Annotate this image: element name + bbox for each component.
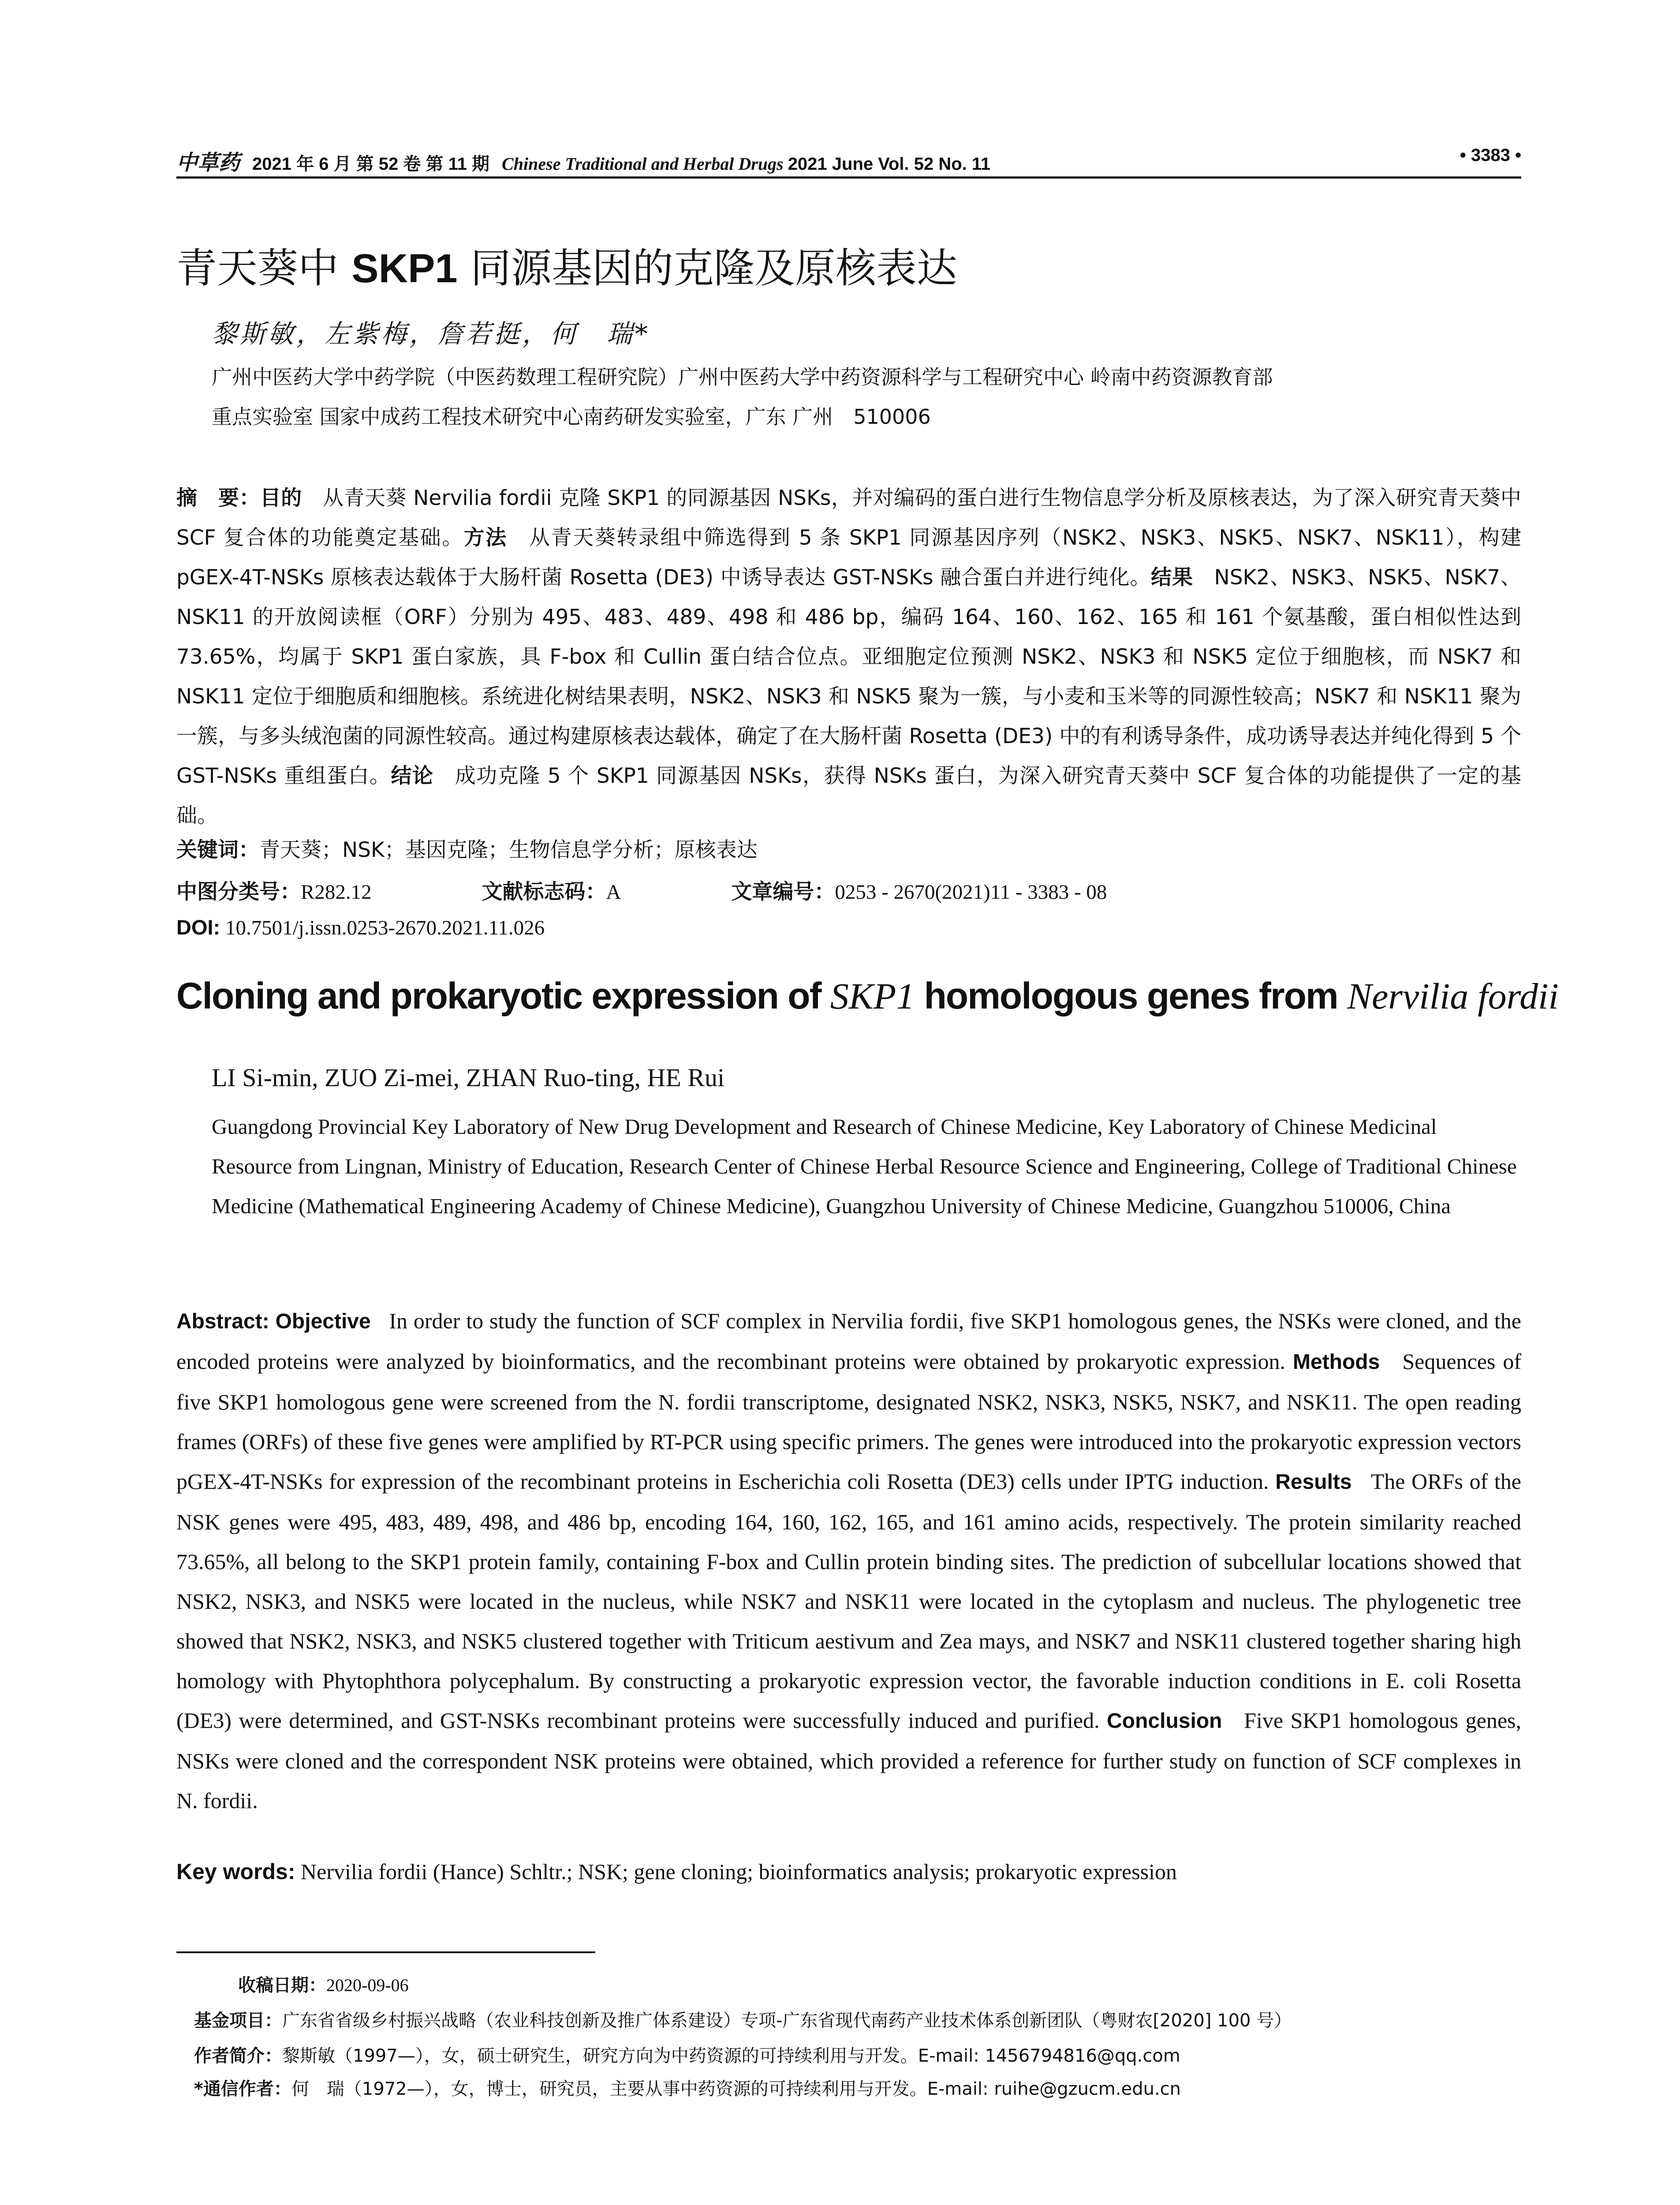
abstract-en-methods: Sequences of five SKP1 homologous gene were screened from the N. fordii transcriptome, designated NSK2, NSK3, NSK5, NSK7, and NSK11. The open reading frames (ORFs) of these five genes were amplified by RT-PCR using specific primers. The genes were introduced into the prokaryotic expression vectors pGEX-4T-NSKs for expression of the recombinant proteins in Escherichia coli Rosetta (DE3) cells under IPTG induction. [176, 1349, 1522, 1494]
abstract-en-results: The ORFs of the NSK genes were 495, 483, 489, 498, and 486 bp, encoding 164, 160, 162, 165, and 161 amino acids, respectively. The protein similarity reached 73.65%, all belong to the SKP1 protein family, containing F-box and Cullin protein binding sites. The prediction of subcellular locations showed that NSK2, NSK3, and NSK5 were located in the nucleus, while NSK7 and NSK11 were located in the cytoplasm and nucleus. The phylogenetic tree showed that NSK2, NSK3, and NSK5 clustered together with Triticum aestivum and Zea mays, and NSK7 and NSK11 clustered together sharing high homology with Phytophthora polycephalum. By constructing a prokaryotic expression vector, the favorable induction conditions in E. coli Rosetta (DE3) were determined, and GST-NSKs recombinant proteins were successfully induced and purified. [176, 1469, 1521, 1733]
clc-label: 中图分类号： [176, 880, 301, 904]
title-en [176, 975, 1559, 1018]
corresponding-label: *通信作者： [194, 2079, 291, 2099]
footnote-fund [194, 2007, 1292, 2032]
doc-code-value: A [606, 881, 621, 904]
footnote-received [238, 1971, 409, 1996]
received-date: 2020-09-06 [326, 1975, 409, 1995]
abstract-en-label: Abstract: [176, 1310, 269, 1333]
title-en-part2: homologous genes from [915, 975, 1347, 1017]
abstract-en-conclusion-label: Conclusion [1107, 1709, 1222, 1733]
abstract-cn-conclusion-label: 结论 [391, 764, 434, 788]
doc-code-label: 文献标志码： [482, 880, 606, 904]
abstract-en-objective-label: Objective [275, 1310, 371, 1333]
article-no-label: 文章编号： [731, 880, 835, 904]
authors-en: LI Si-min, ZUO Zi-mei, ZHAN Ruo-ting, HE Rui [212, 1063, 725, 1092]
page-number: • 3383 • [1460, 146, 1521, 165]
keywords-en-label: Key words: [176, 1859, 295, 1884]
clc-value: R282.12 [301, 881, 372, 904]
doi-label: DOI: [176, 916, 220, 939]
abstract-en-conclusion: Five SKP1 homologous genes, NSKs were cloned and the correspondent NSK proteins were obtained, which provided a reference for further study on function of SCF complexes in N. fordii. [176, 1708, 1522, 1813]
title-cn-part1: 青天葵中 [176, 245, 339, 292]
abstract-en-results-label: Results [1275, 1470, 1352, 1494]
author-bio-label: 作者简介： [194, 2046, 282, 2066]
title-cn-gene: SKP1 [351, 246, 458, 291]
footnote-author [194, 2042, 1180, 2067]
abstract-cn [176, 478, 1521, 836]
keywords-cn-label: 关键词： [176, 838, 259, 862]
abstract-cn-results-label: 结果 [1151, 565, 1193, 590]
abstract-cn-methods-label: 方法 [463, 526, 508, 550]
affiliation-cn-line-1: 广州中医药大学中药学院（中医药数理工程研究院）广州中医药大学中药资源科学与工程研究中心 岭南中药资源教育部 [212, 365, 1273, 389]
doi-line [176, 915, 545, 940]
fund-text: 广东省省级乡村振兴战略（农业科技创新及推广体系建设）专项-广东省现代南药产业技术体系创新团队（粤财农[2020] 100 号） [282, 2011, 1292, 2031]
issue-cn: 2021 年 6 月 第 52 卷 第 11 期 [252, 154, 490, 174]
abstract-cn-results: NSK2、NSK3、NSK5、NSK7、NSK11 的开放阅读框（ORF）分别为 495、483、489、498 和 486 bp，编码 164、160、162、165 和 161 个氨基酸，蛋白相似性达到 73.65%，均属于 SKP1 蛋白家族，具 F-box 和 Cullin 蛋白结合位点。亚细胞定位预测 NSK2、NSK3 和 NSK5 定位于细胞核，而 NSK7 和 NSK11 定位于细胞质和细胞核。系统进化树结果表明，NSK2、NSK3 和 NSK5 聚为一簇，与小麦和玉米等的同源性较高；NSK7 和 NSK11 聚为一簇，与多头绒泡菌的同源性较高。通过构建原核表达载体，确定了在大肠杆菌 Rosetta (DE3) 中的有利诱导条件，成功诱导表达并纯化得到 5 个 GST-NSKs 重组蛋白。 [176, 565, 1521, 788]
journal-logo: 中草药 [176, 150, 240, 175]
article-no-value: 0253 - 2670(2021)11 - 3383 - 08 [835, 881, 1107, 904]
abstract-cn-conclusion: 成功克隆 5 个 SKP1 同源基因 NSKs，获得 NSKs 蛋白，为深入研究青天葵中 SCF 复合体的功能提供了一定的基础。 [176, 764, 1522, 828]
header-rule [176, 176, 1521, 179]
doi-value: 10.7501/j.issn.0253-2670.2021.11.026 [220, 916, 545, 939]
keywords-cn-text: 青天葵；NSK；基因克隆；生物信息学分析；原核表达 [259, 838, 758, 862]
authors-cn: 黎斯敏，左紫梅，詹若挺，何 瑞* [212, 319, 651, 349]
affiliation-cn-line-2: 重点实验室 国家中成药工程技术研究中心南药研发实验室，广东 广州 510006 [212, 405, 931, 429]
title-en-part1: Cloning and prokaryotic expression of [176, 975, 830, 1017]
abstract-cn-label: 摘 要： [176, 486, 260, 510]
title-cn [176, 236, 957, 294]
issue-en: 2021 June Vol. 52 No. 11 [788, 154, 991, 174]
abstract-en-objective: In order to study the function of SCF complex in Nervilia fordii, five SKP1 homologous genes, the NSKs were cloned, and the encoded proteins were analyzed by bioinformatics, and the recombinant proteins were obtained by prokaryotic expression. [176, 1308, 1521, 1374]
fund-label: 基金项目： [194, 2011, 282, 2031]
author-bio-text: 黎斯敏（1997—），女，硕士研究生，研究方向为中药资源的可持续利用与开发。E-mail: 1456794816@qq.com [282, 2046, 1180, 2066]
abstract-en [176, 1301, 1521, 1820]
title-en-gene: SKP1 [830, 976, 915, 1017]
keywords-cn [176, 833, 758, 863]
running-header [176, 146, 1521, 175]
title-en-species: Nervilia fordii [1347, 976, 1559, 1017]
keywords-en-text: Nervilia fordii (Hance) Schltr.; NSK; gene cloning; bioinformatics analysis; prokaryotic expression [301, 1859, 1177, 1884]
abstract-en-methods-label: Methods [1293, 1350, 1380, 1374]
journal-name-en: Chinese Traditional and Herbal Drugs [502, 154, 784, 174]
keywords-en [176, 1859, 1521, 1884]
received-label: 收稿日期： [238, 1975, 326, 1996]
classification-line [176, 875, 1107, 905]
footnote-rule [176, 1951, 595, 1953]
abstract-cn-objective: 从青天葵 Nervilia fordii 克隆 SKP1 的同源基因 NSKs，并对编码的蛋白进行生物信息学分析及原核表达，为了深入研究青天葵中 SCF 复合体的功能奠定基础。 [176, 486, 1522, 550]
abstract-cn-objective-label: 目的 [260, 486, 302, 510]
footnote-corresponding [194, 2075, 1181, 2100]
abstract-cn-methods: 从青天葵转录组中筛选得到 5 条 SKP1 同源基因序列（NSK2、NSK3、NSK5、NSK7、NSK11），构建 pGEX-4T-NSKs 原核表达载体于大肠杆菌 Rosetta (DE3) 中诱导表达 GST-NSKs 融合蛋白并进行纯化。 [176, 526, 1521, 590]
affiliation-en: Guangdong Provincial Key Laboratory of New Drug Development and Research of Chinese Medicine, Key Laboratory of Chinese Medicinal Resource from Lingnan, Ministry of Education, Research Center of Chinese Herbal Resource Science and Engineering, College of Traditional Chinese Medicine (Mathematical Engineering Academy of Chinese Medicine), Guangzhou University of Chinese Medicine, Guangzhou 510006, China [212, 1114, 1517, 1218]
corresponding-text: 何 瑞（1972—），女，博士，研究员，主要从事中药资源的可持续利用与开发。E-mail: ruihe@gzucm.edu.cn [291, 2079, 1181, 2099]
title-cn-part2: 同源基因的克隆及原核表达 [470, 245, 957, 292]
